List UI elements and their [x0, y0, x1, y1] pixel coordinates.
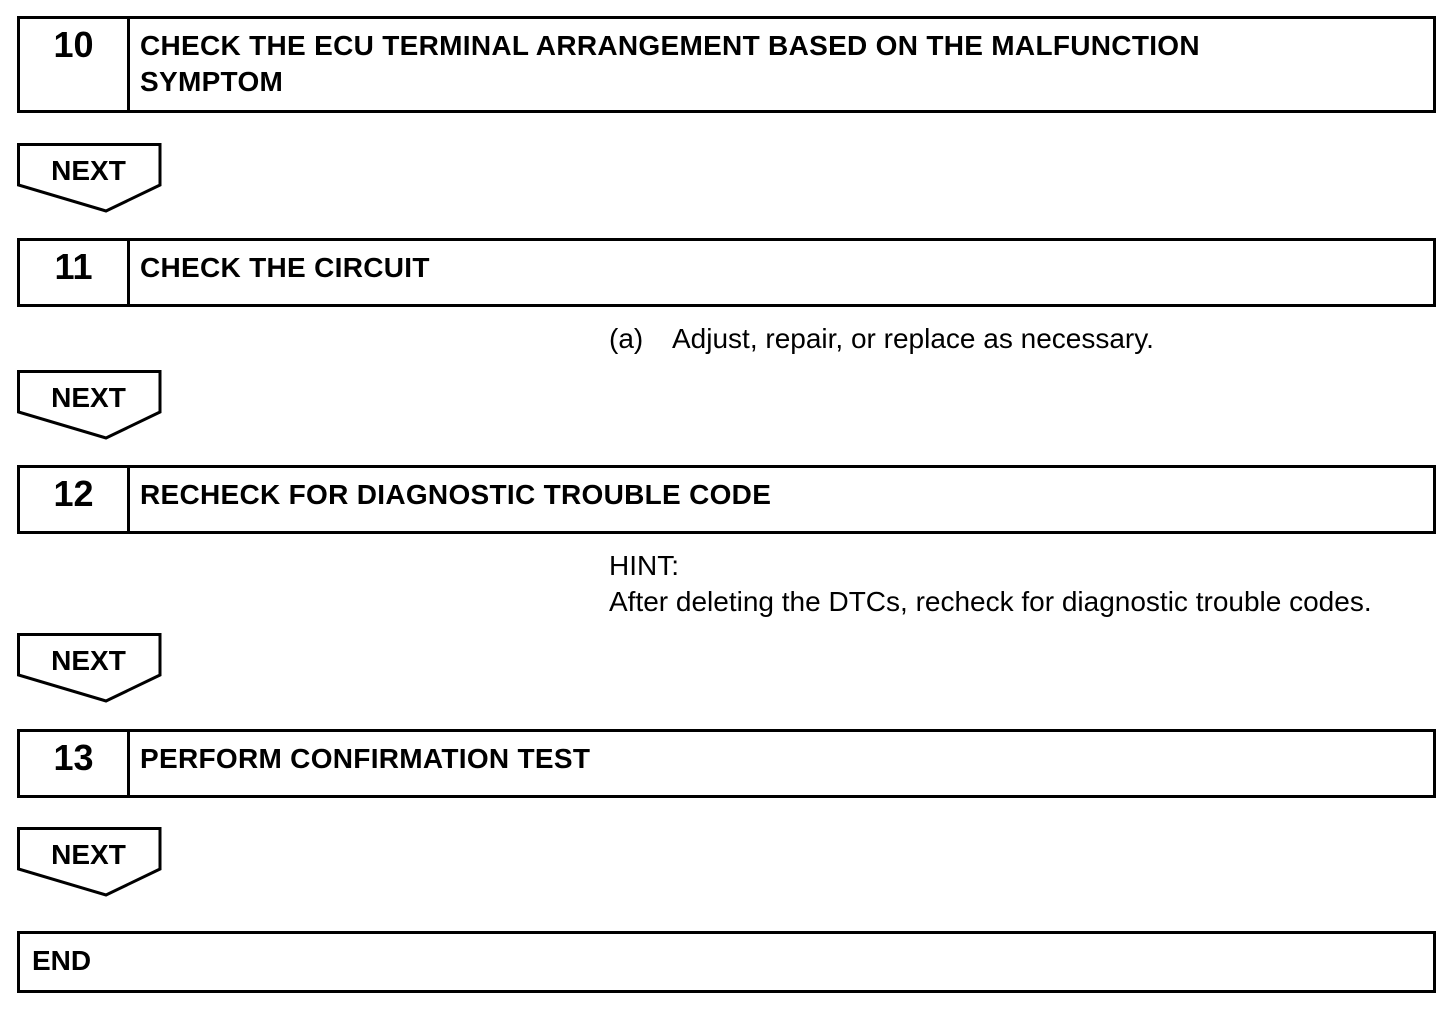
next-label: NEXT — [51, 382, 126, 413]
step-box-11 — [17, 238, 1436, 307]
step-number: 13 — [20, 732, 130, 795]
step-number: 11 — [20, 241, 130, 304]
repair-note — [609, 321, 1154, 357]
next-button[interactable] — [17, 633, 162, 705]
step-box-13 — [17, 729, 1436, 798]
step-box-10 — [17, 16, 1436, 113]
next-label: NEXT — [51, 645, 126, 676]
step-title: CHECK THE ECU TERMINAL ARRANGEMENT BASED ON THE MALFUNCTION SYMPTOM — [140, 30, 1200, 97]
next-label: NEXT — [51, 839, 126, 870]
next-button[interactable] — [17, 370, 162, 442]
step-title: PERFORM CONFIRMATION TEST — [140, 743, 591, 774]
end-box: END — [17, 931, 1436, 993]
step-title: RECHECK FOR DIAGNOSTIC TROUBLE CODE — [140, 479, 772, 510]
step-box-12 — [17, 465, 1436, 534]
step-number: 12 — [20, 468, 130, 531]
step-title: CHECK THE CIRCUIT — [140, 252, 430, 283]
next-button[interactable] — [17, 143, 162, 215]
note-text: Adjust, repair, or replace as necessary. — [672, 323, 1154, 354]
step-number: 10 — [20, 19, 130, 110]
hint-text: After deleting the DTCs, recheck for diagnostic trouble codes. — [609, 586, 1372, 617]
hint-label: HINT: — [609, 550, 679, 581]
next-button[interactable] — [17, 827, 162, 899]
note-marker: (a) — [609, 323, 644, 354]
next-label: NEXT — [51, 155, 126, 186]
